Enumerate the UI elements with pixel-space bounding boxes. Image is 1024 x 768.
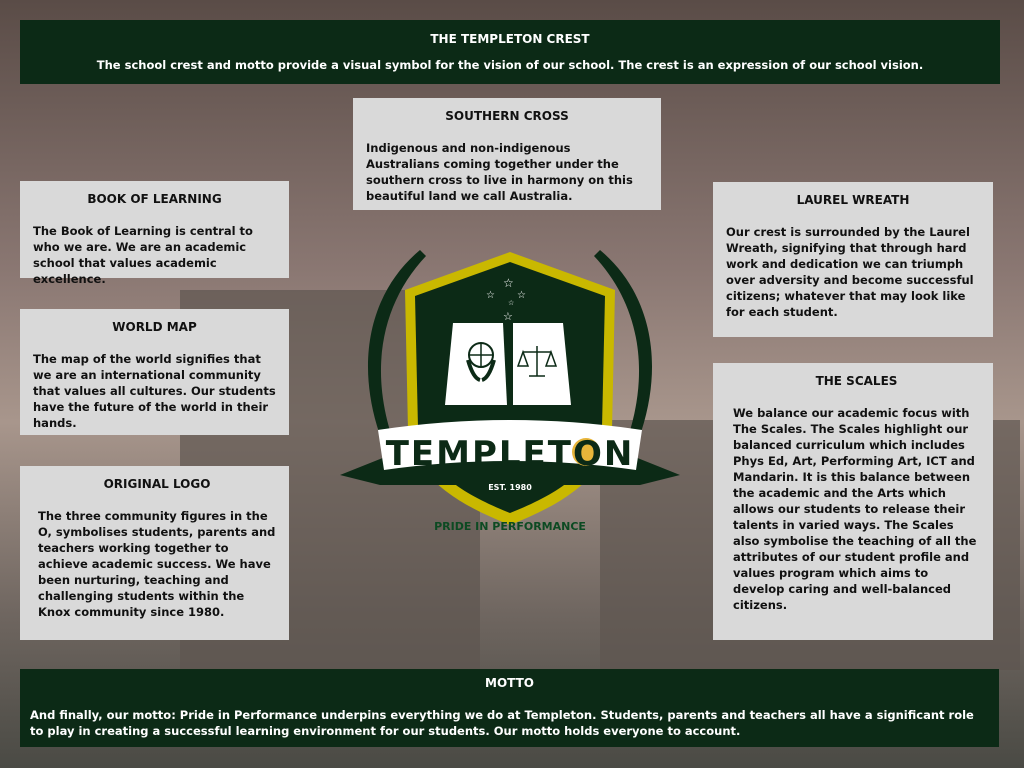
card-world-map: [20, 309, 289, 435]
svg-text:☆: ☆: [508, 299, 515, 307]
crest-est: EST. 1980: [488, 483, 532, 492]
svg-text:☆: ☆: [503, 310, 513, 323]
card-title: SOUTHERN CROSS: [445, 109, 569, 123]
card-southern-cross: [353, 98, 661, 210]
svg-text:☆: ☆: [486, 290, 495, 301]
card-book-of-learning: [20, 181, 289, 286]
svg-text:☆: ☆: [503, 276, 514, 290]
card-the-scales: [713, 363, 993, 640]
card-text: Indigenous and non-indigenous Australians coming together under the southern cross to live in harmony on this beautiful land we call Australia.: [366, 141, 633, 203]
card-original-logo: [20, 466, 289, 640]
card-text: The Book of Learning is central to who we are. We are an academic school that values academic excellence.: [33, 224, 253, 286]
svg-text:☆: ☆: [517, 290, 526, 301]
header-title: THE TEMPLETON CREST: [430, 32, 590, 46]
card-text: The map of the world signifies that we are an international community that values all cultures. Our students have the future of the world in their hands.: [33, 352, 276, 430]
card-text: We balance our academic focus with The Scales. The Scales highlight our balanced curriculum which includes Phys Ed, Art, Performing Art, ICT and Mandarin. It is this balance between the academic and the Arts which allows our students to release their talents in varied ways. The Scales also symbolise the teaching of all the attributes of our student profile and values program which aims to develop caring and well-balanced citizens.: [733, 406, 977, 612]
card-title: BOOK OF LEARNING: [87, 192, 222, 206]
card-title: ORIGINAL LOGO: [103, 477, 211, 491]
header-banner: [20, 20, 1000, 84]
card-title: THE SCALES: [815, 374, 898, 388]
card-title: WORLD MAP: [112, 320, 197, 334]
card-laurel-wreath: [713, 182, 993, 337]
card-text: The three community figures in the O, symbolises students, parents and teachers working together to achieve academic success. We have been nurturing, teaching and challenging students within the Knox community since 1980.: [38, 509, 276, 619]
motto-text: And finally, our motto: Pride in Performance underpins everything we do at Templeton. Students, parents and teachers all have a significant role to play in creating a successful learning environment for our students. Our motto holds everyone to account.: [30, 708, 974, 738]
crest-name: TEMPLETON: [385, 434, 635, 474]
header-text: The school crest and motto provide a visual symbol for the vision of our school. The crest is an expression of our school vision.: [96, 58, 924, 72]
card-title: LAUREL WREATH: [796, 193, 910, 207]
card-text: Our crest is surrounded by the Laurel Wreath, signifying that through hard work and dedication we can triumph over adversity and become successful citizens; whatever that may look like for each student.: [726, 225, 974, 319]
motto-banner: [20, 669, 999, 747]
motto-title: MOTTO: [485, 676, 534, 690]
crest-motto: PRIDE IN PERFORMANCE: [434, 520, 586, 533]
templeton-crest-logo: [340, 240, 680, 540]
